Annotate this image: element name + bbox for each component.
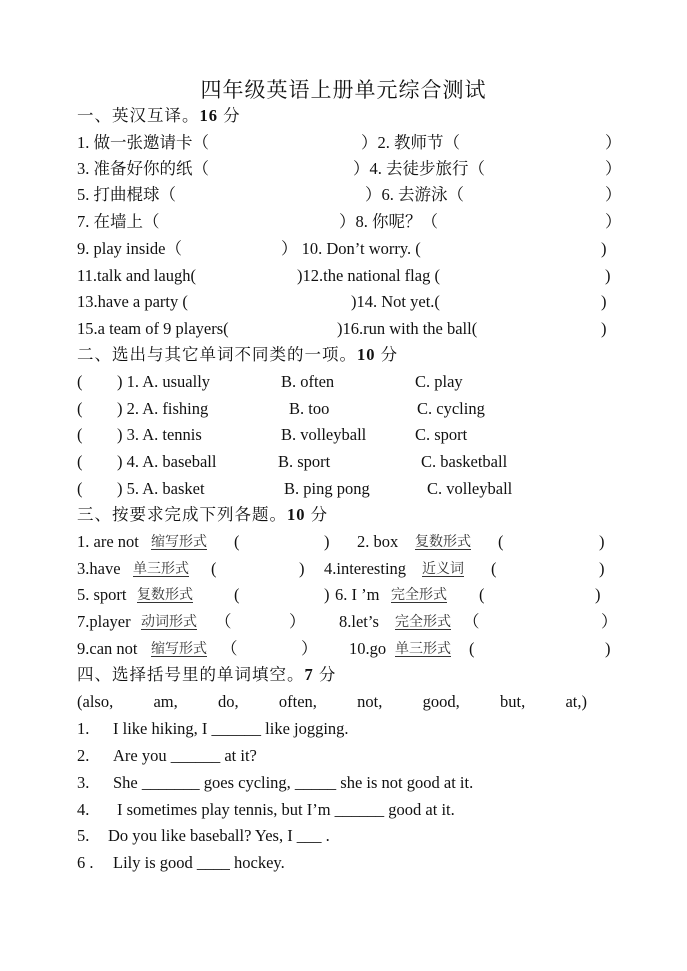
section-4-heading: 四、选择括号里的单词填空。7 分 [77, 665, 337, 684]
option-c: C. basketball [421, 452, 508, 471]
word-b: 4.interesting [324, 559, 407, 578]
blank-close-b: ) [595, 585, 601, 604]
question-text: She _______ goes cycling, _____ she is not good at it. [113, 773, 474, 792]
blank-open-a: ( [211, 559, 217, 578]
section-3-heading: 三、按要求完成下列各题。10 分 [77, 505, 329, 524]
s1-end: ) [601, 292, 607, 311]
handwritten-hint-a: 动词形式 [141, 614, 197, 630]
option-a: ) 5. A. basket [117, 479, 205, 498]
s1-left: 13.have a party ( [77, 292, 188, 311]
handwritten-hint-b: 近义词 [422, 561, 464, 577]
blank-open-a: （ [215, 612, 232, 631]
option-c: C. volleyball [427, 479, 513, 498]
question-number: 3. [77, 773, 90, 792]
option-c: C. cycling [417, 399, 485, 418]
handwritten-hint-b: 复数形式 [415, 534, 471, 550]
word-a: 7.player [77, 612, 131, 631]
word-b: 2. box [357, 532, 399, 551]
word-b: 10.go [349, 639, 387, 658]
option-b: B. too [289, 399, 330, 418]
blank-open-b: ( [479, 585, 485, 604]
blank-open-a: （ [221, 639, 238, 658]
question-number: 1. [77, 719, 90, 738]
word-a: 9.can not [77, 639, 138, 658]
handwritten-hint-b: 完全形式 [391, 587, 447, 603]
s1-mid: ） 10. Don’t worry. ( [281, 239, 421, 258]
handwritten-hint-a: 单三形式 [133, 561, 189, 577]
question-text: Are you ______ at it? [113, 746, 257, 765]
word-a: 1. are not [77, 532, 139, 551]
question-number: 2. [77, 746, 90, 765]
section-2-heading: 二、选出与其它单词不同类的一项。10 分 [77, 345, 399, 364]
s1-left: 9. play inside（ [77, 239, 182, 258]
answer-paren: ( [77, 372, 83, 391]
option-c: C. sport [415, 425, 468, 444]
blank-close-a: ) [324, 532, 330, 551]
s1-end: ） [605, 133, 622, 152]
blank-close-a: ) [299, 559, 305, 578]
blank-close-a: ) [324, 585, 330, 604]
blank-open-a: ( [234, 585, 240, 604]
word-a: 5. sport [77, 585, 127, 604]
s1-mid: ）2. 教师节（ [361, 133, 460, 152]
word-options [0, 690, 687, 714]
s1-mid: )16.run with the ball( [337, 319, 478, 338]
word-option: often, [278, 692, 317, 711]
handwritten-hint-a: 缩写形式 [151, 534, 207, 550]
blank-open-b: （ [463, 612, 480, 631]
s1-mid: )14. Not yet.( [351, 292, 440, 311]
answer-paren: ( [77, 399, 83, 418]
option-c: C. play [415, 372, 463, 391]
option-a: ) 2. A. fishing [117, 399, 209, 418]
word-b: 6. I ’m [335, 585, 380, 604]
blank-close-b: ) [605, 639, 611, 658]
word-a: 3.have [77, 559, 121, 578]
word-option: not, [357, 692, 383, 711]
s1-end: ） [605, 185, 622, 204]
option-b: B. ping pong [284, 479, 370, 498]
word-option: at,) [565, 692, 587, 711]
question-number: 4. [77, 800, 90, 819]
handwritten-hint-a: 缩写形式 [151, 641, 207, 657]
answer-paren: ( [77, 452, 83, 471]
option-b: B. often [281, 372, 335, 391]
question-text: I like hiking, I ______ like jogging. [113, 719, 349, 738]
s1-left: 1. 做一张邀请卡（ [77, 133, 209, 152]
s1-mid: )12.the national flag ( [297, 266, 440, 285]
s1-end: ） [605, 159, 622, 178]
page-title: 四年级英语上册单元综合测试 [200, 78, 487, 102]
s1-end: ) [601, 239, 607, 258]
option-b: B. sport [278, 452, 331, 471]
blank-open-b: ( [498, 532, 504, 551]
s1-end: ） [605, 212, 622, 231]
word-option: but, [500, 692, 526, 711]
answer-paren: ( [77, 425, 83, 444]
s1-left: 11.talk and laugh( [77, 266, 196, 285]
blank-close-b: ) [599, 559, 605, 578]
s1-end: ) [605, 266, 611, 285]
word-option: good, [422, 692, 460, 711]
word-option: do, [218, 692, 239, 711]
handwritten-hint-b: 单三形式 [395, 641, 451, 657]
handwritten-hint-a: 复数形式 [137, 587, 193, 603]
answer-paren: ( [77, 479, 83, 498]
word-b: 8.let’s [339, 612, 379, 631]
option-b: B. volleyball [281, 425, 367, 444]
blank-close-b: ) [599, 532, 605, 551]
s1-left: 7. 在墙上（ [77, 212, 160, 231]
blank-close-a: ） [289, 612, 306, 631]
word-option: am, [153, 692, 178, 711]
option-a: ) 1. A. usually [117, 372, 211, 391]
question-text: Do you like baseball? Yes, I ___ . [108, 826, 330, 845]
handwritten-hint-b: 完全形式 [395, 614, 451, 630]
question-text: Lily is good ____ hockey. [113, 853, 285, 872]
section-1-heading: 一、英汉互译。16 分 [77, 106, 241, 125]
s1-left: 15.a team of 9 players( [77, 319, 229, 338]
s1-mid: ）6. 去游泳（ [365, 185, 464, 204]
option-a: ) 3. A. tennis [117, 425, 202, 444]
s1-end: ) [601, 319, 607, 338]
question-number: 5. [77, 826, 90, 845]
s1-mid: ）4. 去徒步旅行（ [353, 159, 485, 178]
blank-open-b: ( [469, 639, 475, 658]
question-text: I sometimes play tennis, but I’m ______ good at it. [117, 800, 455, 819]
word-option: (also, [77, 692, 114, 711]
s1-left: 5. 打曲棍球（ [77, 185, 176, 204]
s1-mid: ）8. 你呢？（ [339, 212, 438, 231]
blank-close-b: ） [601, 612, 618, 631]
option-a: ) 4. A. baseball [117, 452, 217, 471]
blank-open-a: ( [234, 532, 240, 551]
blank-close-a: ） [301, 639, 318, 658]
s1-left: 3. 准备好你的纸（ [77, 159, 209, 178]
question-number: 6 . [77, 853, 94, 872]
blank-open-b: ( [491, 559, 497, 578]
